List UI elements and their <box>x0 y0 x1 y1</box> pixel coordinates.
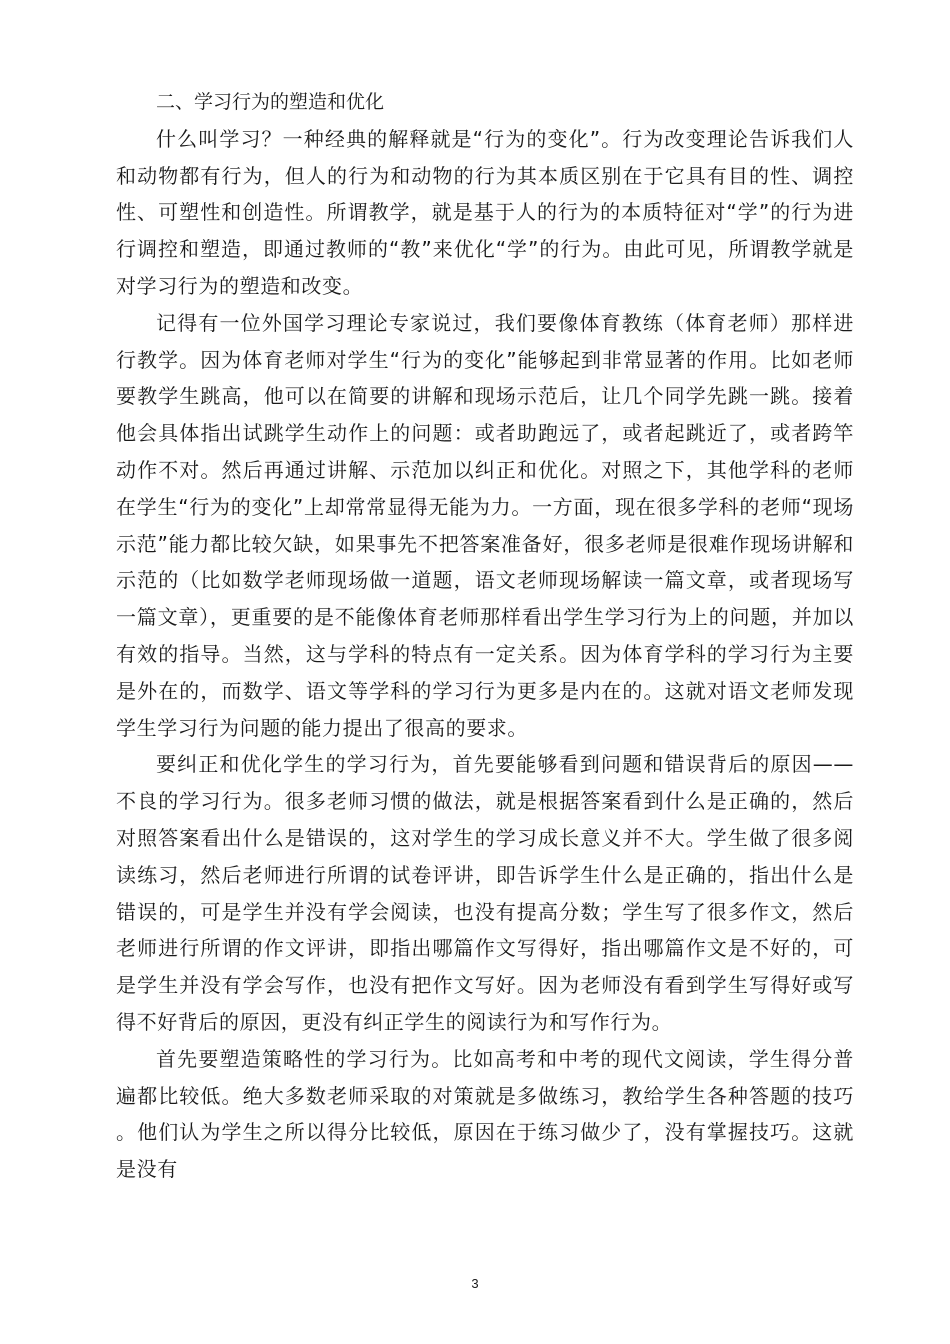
page-number: 3 <box>471 1276 479 1291</box>
paragraph-2: 记得有一位外国学习理论专家说过，我们要像体育教练（体育老师）那样进行教学。因为体育老师对学生“行为的变化”能够起到非常显著的作用。比如老师要教学生跳高，他可以在简要的讲解和现场示范后，让几个同学先跳一跳。接着他会具体指出试跳学生动作上的问题：或者助跑远了，或者起跳近了，或者跨竿动作不对。然后再通过讲解、示范加以纠正和优化。对照之下，其他学科的老师在学生“行为的变化”上却常常显得无能为力。一方面，现在很多学科的老师“现场示范”能力都比较欠缺，如果事先不把答案准备好，很多老师是很难作现场讲解和示范的（比如数学老师现场做一道题，语文老师现场解读一篇文章，或者现场写一篇文章），更重要的是不能像体育老师那样看出学生学习行为上的问题，并加以有效的指导。当然，这与学科的特点有一定关系。因为体育学科的学习行为主要是外在的，而数学、语文等学科的学习行为更多是内在的。这就对语文老师发现学生学习行为问题的能力提出了很高的要求。 <box>116 310 854 740</box>
paragraph-3: 要纠正和优化学生的学习行为，首先要能够看到问题和错误背后的原因——不良的学习行为。很多老师习惯的做法，就是根据答案看到什么是正确的，然后对照答案看出什么是错误的，这对学生的学习成长意义并不大。学生做了很多阅读练习，然后老师进行所谓的试卷评讲，即告诉学生什么是正确的，指出什么是错误的，可是学生并没有学会阅读，也没有提高分数；学生写了很多作文，然后老师进行所谓的作文评讲，即指出哪篇作文写得好，指出哪篇作文是不好的，可是学生并没有学会写作，也没有把作文写好。因为老师没有看到学生写得好或写得不好背后的原因，更没有纠正学生的阅读行为和写作行为。 <box>116 752 854 1034</box>
paragraph-1: 什么叫学习？一种经典的解释就是“行为的变化”。行为改变理论告诉我们人和动物都有行为，但人的行为和动物的行为其本质区别在于它具有目的性、调控性、可塑性和创造性。所谓教学，就是基于人的行为的本质特征对“学”的行为进行调控和塑造，即通过教师的“教”来优化“学”的行为。由此可见，所谓教学就是对学习行为的塑造和改变。 <box>116 126 854 298</box>
paragraph-4: 首先要塑造策略性的学习行为。比如高考和中考的现代文阅读，学生得分普遍都比较低。绝大多数老师采取的对策就是多做练习，教给学生各种答题的技巧。他们认为学生之所以得分比较低，原因在于练习做少了，没有掌握技巧。这就是没有 <box>116 1046 854 1182</box>
document-body <box>116 84 854 1188</box>
section-heading: 二、学习行为的塑造和优化 <box>156 91 385 113</box>
